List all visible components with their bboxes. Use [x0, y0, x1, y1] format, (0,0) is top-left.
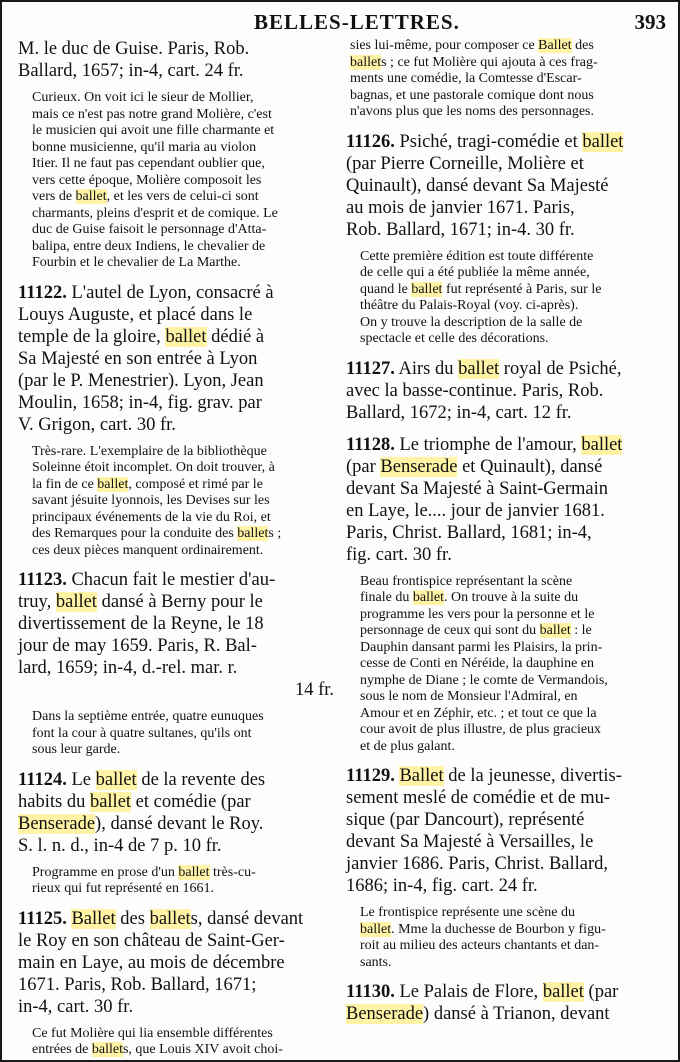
entry-price: 14 fr. [294, 680, 334, 700]
note-line: Cette première édition est toute différente [360, 248, 594, 264]
entry-line: Benserade), dansé devant le Roy. [18, 813, 264, 834]
search-highlight: ballet [165, 326, 207, 347]
search-highlight: ballet [412, 590, 444, 605]
search-highlight: Ballet [538, 38, 572, 53]
entry-line: Le ballet de la revente des [71, 769, 266, 790]
note-line: ces deux pièces manquent ordinairement. [32, 542, 264, 558]
entry-line: 1671. Paris, Rob. Ballard, 1671; [18, 974, 257, 995]
note-line: personnage de ceux qui sont du ballet : le [360, 623, 592, 638]
note-line: vers cette époque, Molière composoit les [32, 172, 262, 188]
note-line: principaux événements de la vie du Roi, et [32, 509, 271, 525]
entry-line: fig. cart. 30 fr. [346, 544, 452, 565]
entry-11129 [346, 765, 668, 897]
entry-line: sement meslé de comédie et de mu- [346, 788, 611, 808]
note-line: vers de ballet, et les vers de celui-ci sont [32, 189, 259, 204]
entry-number: 11129. [346, 766, 395, 786]
note-line: bagnas, et une pastorale comique dont nous [350, 87, 594, 103]
entry-11125 [18, 908, 334, 1018]
note-line: et de plus galant. [360, 738, 455, 754]
search-highlight: ballet [581, 434, 623, 455]
entry-line: Quinault), dansé devant Sa Majesté [346, 175, 609, 196]
note-line: Très-rare. L'exemplaire de la bibliothèque [32, 443, 267, 459]
search-highlight: ballet [542, 982, 584, 1002]
page-header [2, 10, 678, 36]
note-guise [32, 90, 332, 272]
entry-11124 [18, 769, 334, 857]
entry-line: L'autel de Lyon, consacré à [71, 282, 274, 303]
entry-line: S. l. n. d., in-4 de 7 p. 10 fr. [18, 835, 222, 856]
entry-11122 [18, 282, 334, 436]
entry-line: Le Palais de Flore, ballet (par [399, 982, 619, 1002]
note-11122 [32, 444, 332, 560]
note-line: ballet. Mme la duchesse de Bourbon y figu- [360, 921, 606, 937]
note-line: sous le nom de Monsieur l'Admiral, en [360, 689, 578, 704]
entry-line: sique (par Dancourt), représenté [346, 810, 585, 830]
entry-line: Airs du ballet royal de Psiché, [398, 358, 622, 379]
search-highlight: ballet [582, 131, 624, 152]
search-highlight: ballet [97, 476, 129, 492]
note-line: mais ce n'est pas notre grand Molière, c'est [32, 106, 272, 122]
entry-number: 11128. [346, 434, 395, 455]
search-highlight: ballet [360, 921, 392, 937]
note-line: sies lui-même, pour composer ce Ballet des [350, 38, 594, 53]
entry-number: 11124. [18, 769, 67, 790]
entry-number: 11125. [18, 908, 67, 929]
note-continued [350, 38, 666, 121]
note-line: sous leur garde. [32, 742, 121, 757]
note-line: Fourbin et le chevalier de La Marthe. [32, 255, 241, 270]
right-column [346, 38, 668, 1025]
entry-line: devant Sa Majesté à Saint-Germain [346, 478, 608, 499]
note-line: On y trouve la description de la salle de [360, 314, 583, 330]
entry-11127 [346, 358, 668, 424]
note-line: savant jésuite lyonnois, les Devises sur les [32, 493, 270, 508]
entry-line: (par le P. Menestrier). Lyon, Jean [18, 370, 264, 391]
entry-line: Paris, Christ. Ballard, 1681; in-4, [346, 522, 592, 543]
note-line: balipa, entre deux Indiens, le chevalier de [32, 238, 266, 254]
note-line: bonne musicienne, qu'il maria au violon [32, 139, 257, 155]
entry-line: M. le duc de Guise. Paris, Rob. [18, 39, 250, 59]
note-line: Soleinne étoit incomplet. On doit trouver, à [32, 460, 275, 475]
note-line: quand le ballet fut représenté à Paris, sur le [360, 281, 602, 297]
note-line: charmants, pleins d'esprit et de comique. Le [32, 205, 278, 221]
note-line: Le frontispice représente une scène du [360, 905, 575, 920]
entry-line: (par Pierre Corneille, Molière et [346, 153, 584, 174]
search-highlight: ballet [350, 54, 382, 70]
note-line: n'avons plus que les noms des personnages. [350, 104, 594, 119]
search-highlight: ballet [178, 864, 210, 880]
entry-line: Ballet des ballets, dansé devant [71, 908, 304, 929]
search-highlight: Benserade [18, 813, 96, 834]
note-line: finale du ballet. On trouve à la suite du [360, 590, 579, 605]
note-line: Ce fut Molière qui lia ensemble différentes [32, 1025, 273, 1041]
entry-line: main en Laye, au mois de décembre [18, 952, 285, 973]
entry-number: 11126. [346, 131, 395, 152]
entry-line: Ballet de la jeunesse, divertis- [399, 766, 622, 786]
entry-line: Psiché, tragi-comédie et ballet [399, 131, 624, 152]
entry-line: (par Benserade et Quinault), dansé [346, 456, 603, 477]
note-line: Dans la septième entrée, quatre eunuques [32, 709, 264, 724]
note-line: le musicien qui avoit une fille charmante et [32, 123, 275, 138]
note-line: Itier. Il ne faut pas cependant oublier que, [32, 156, 265, 171]
search-highlight: ballet [89, 791, 132, 812]
note-line: cesse de Conti en Néréide, la dauphine en [360, 656, 595, 671]
note-11126 [360, 249, 666, 348]
entry-line: Chacun fait le mestier d'au- [71, 570, 276, 590]
note-line: Dauphin dansant parmi les Plaisirs, la prin- [360, 639, 603, 655]
entry-line: in-4, cart. 30 fr. [18, 996, 134, 1017]
running-title: BELLES-LETTRES. [254, 10, 460, 34]
search-highlight: ballet [458, 358, 500, 379]
entry-line: au mois de janvier 1671. Paris, [346, 197, 575, 218]
note-line: cour avoit de plus illustre, de plus gracieux [360, 722, 602, 737]
entry-number: 11122. [18, 282, 67, 303]
entry-line: Louys Auguste, et placé dans le [18, 304, 253, 325]
page-number: 393 [634, 10, 666, 34]
note-11128 [360, 574, 666, 756]
left-column [18, 38, 334, 1059]
search-highlight: Benserade [346, 1004, 424, 1024]
entry-line: devant Sa Majesté à Versailles, le [346, 832, 594, 852]
note-line: rieux qui fut représenté en 1661. [32, 881, 214, 896]
search-highlight: Ballet [399, 766, 444, 786]
entry-line: V. Grigon, cart. 30 fr. [18, 414, 176, 435]
entry-line: en Laye, le.... jour de janvier 1681. [346, 500, 605, 521]
entry-number: 11127. [346, 358, 395, 379]
note-11129 [360, 905, 666, 971]
entry-number: 11123. [18, 570, 67, 590]
note-line: programme les vers pour la personne et le [360, 606, 595, 622]
note-line: font la cour à quatre sultanes, qu'ils ont [32, 725, 252, 741]
entry-11126 [346, 131, 668, 241]
search-highlight: ballet [91, 1042, 123, 1057]
note-line: la fin de ce ballet, composé et rimé par le [32, 476, 263, 492]
entry-line: avec la basse-continue. Paris, Rob. [346, 380, 604, 401]
search-highlight: ballet [237, 526, 269, 541]
entry-line: janvier 1686. Paris, Christ. Ballard, [346, 854, 609, 874]
entry-line: habits du ballet et comédie (par [18, 791, 251, 812]
note-line: entrées de ballets, que Louis XIV avoit choi- [32, 1042, 283, 1057]
note-line: Curieux. On voit ici le sieur de Mollier, [32, 90, 254, 105]
note-line: roit au milieu des acteurs chantants et dan- [360, 938, 600, 953]
note-line: spectacle et celle des décorations. [360, 331, 549, 346]
search-highlight: ballet [75, 189, 107, 204]
search-highlight: ballet [539, 623, 571, 638]
entry-line: truy, ballet dansé à Berny pour le [18, 592, 263, 612]
entry-11128 [346, 434, 668, 566]
entry-line: Ballard, 1672; in-4, cart. 12 fr. [346, 402, 572, 423]
note-line: Programme en prose d'un ballet très-cu- [32, 864, 256, 880]
entry-line: Moulin, 1658; in-4, fig. grav. par [18, 392, 262, 413]
note-line: duc de Guise faisoit le personnage d'Atta- [32, 222, 267, 237]
search-highlight: Ballet [71, 908, 116, 929]
entry-line: 1686; in-4, fig. cart. 24 fr. [346, 876, 538, 896]
entry-line: Sa Majesté en son entrée à Lyon [18, 348, 258, 369]
entry-line: Le triomphe de l'amour, ballet [399, 434, 623, 455]
search-highlight: ballet [411, 281, 443, 297]
entry-line: Benserade) dansé à Trianon, devant [346, 1004, 610, 1024]
note-line: des Remarques pour la conduite des ballets ; [32, 526, 282, 541]
search-highlight: ballet [55, 592, 97, 612]
note-11123 [32, 709, 332, 759]
note-line: théâtre du Palais-Royal (voy. ci-après). [360, 298, 579, 313]
entry-11123 [18, 569, 334, 701]
search-highlight: Benserade [380, 456, 458, 477]
search-highlight: ballet [95, 769, 137, 790]
note-line: ballets ; ce fut Molière qui ajouta à ces frag- [350, 54, 598, 70]
entry-line: le Roy en son château de Saint-Ger- [18, 930, 285, 951]
entry-line: temple de la gloire, ballet dédié à [18, 326, 265, 347]
search-highlight: ballet [149, 908, 191, 929]
entry-line: Ballard, 1657; in-4, cart. 24 fr. [18, 61, 244, 81]
entry-line: jour de may 1659. Paris, R. Bal- [18, 636, 257, 656]
entry-11130 [346, 981, 668, 1025]
entry-line: divertissement de la Reyne, le 18 [18, 614, 264, 634]
note-11125 [32, 1026, 332, 1059]
entry-line: lard, 1659; in-4, d.-rel. mar. r. [18, 658, 238, 678]
note-line: ments une comédie, la Comtesse d'Escar- [350, 71, 582, 86]
note-11124 [32, 865, 332, 898]
note-line: Amour et en Zéphir, etc. ; et tout ce que la [360, 705, 597, 721]
note-line: nymphe de Diane ; le comte de Vermandois, [360, 672, 608, 688]
entry-line: Rob. Ballard, 1671; in-4. 30 fr. [346, 219, 575, 240]
note-line: Beau frontispice représentant la scène [360, 573, 573, 589]
note-line: sants. [360, 954, 392, 970]
entry-guise [18, 38, 334, 82]
note-line: de celle qui a été publiée la même année, [360, 265, 590, 280]
entry-number: 11130. [346, 982, 395, 1002]
